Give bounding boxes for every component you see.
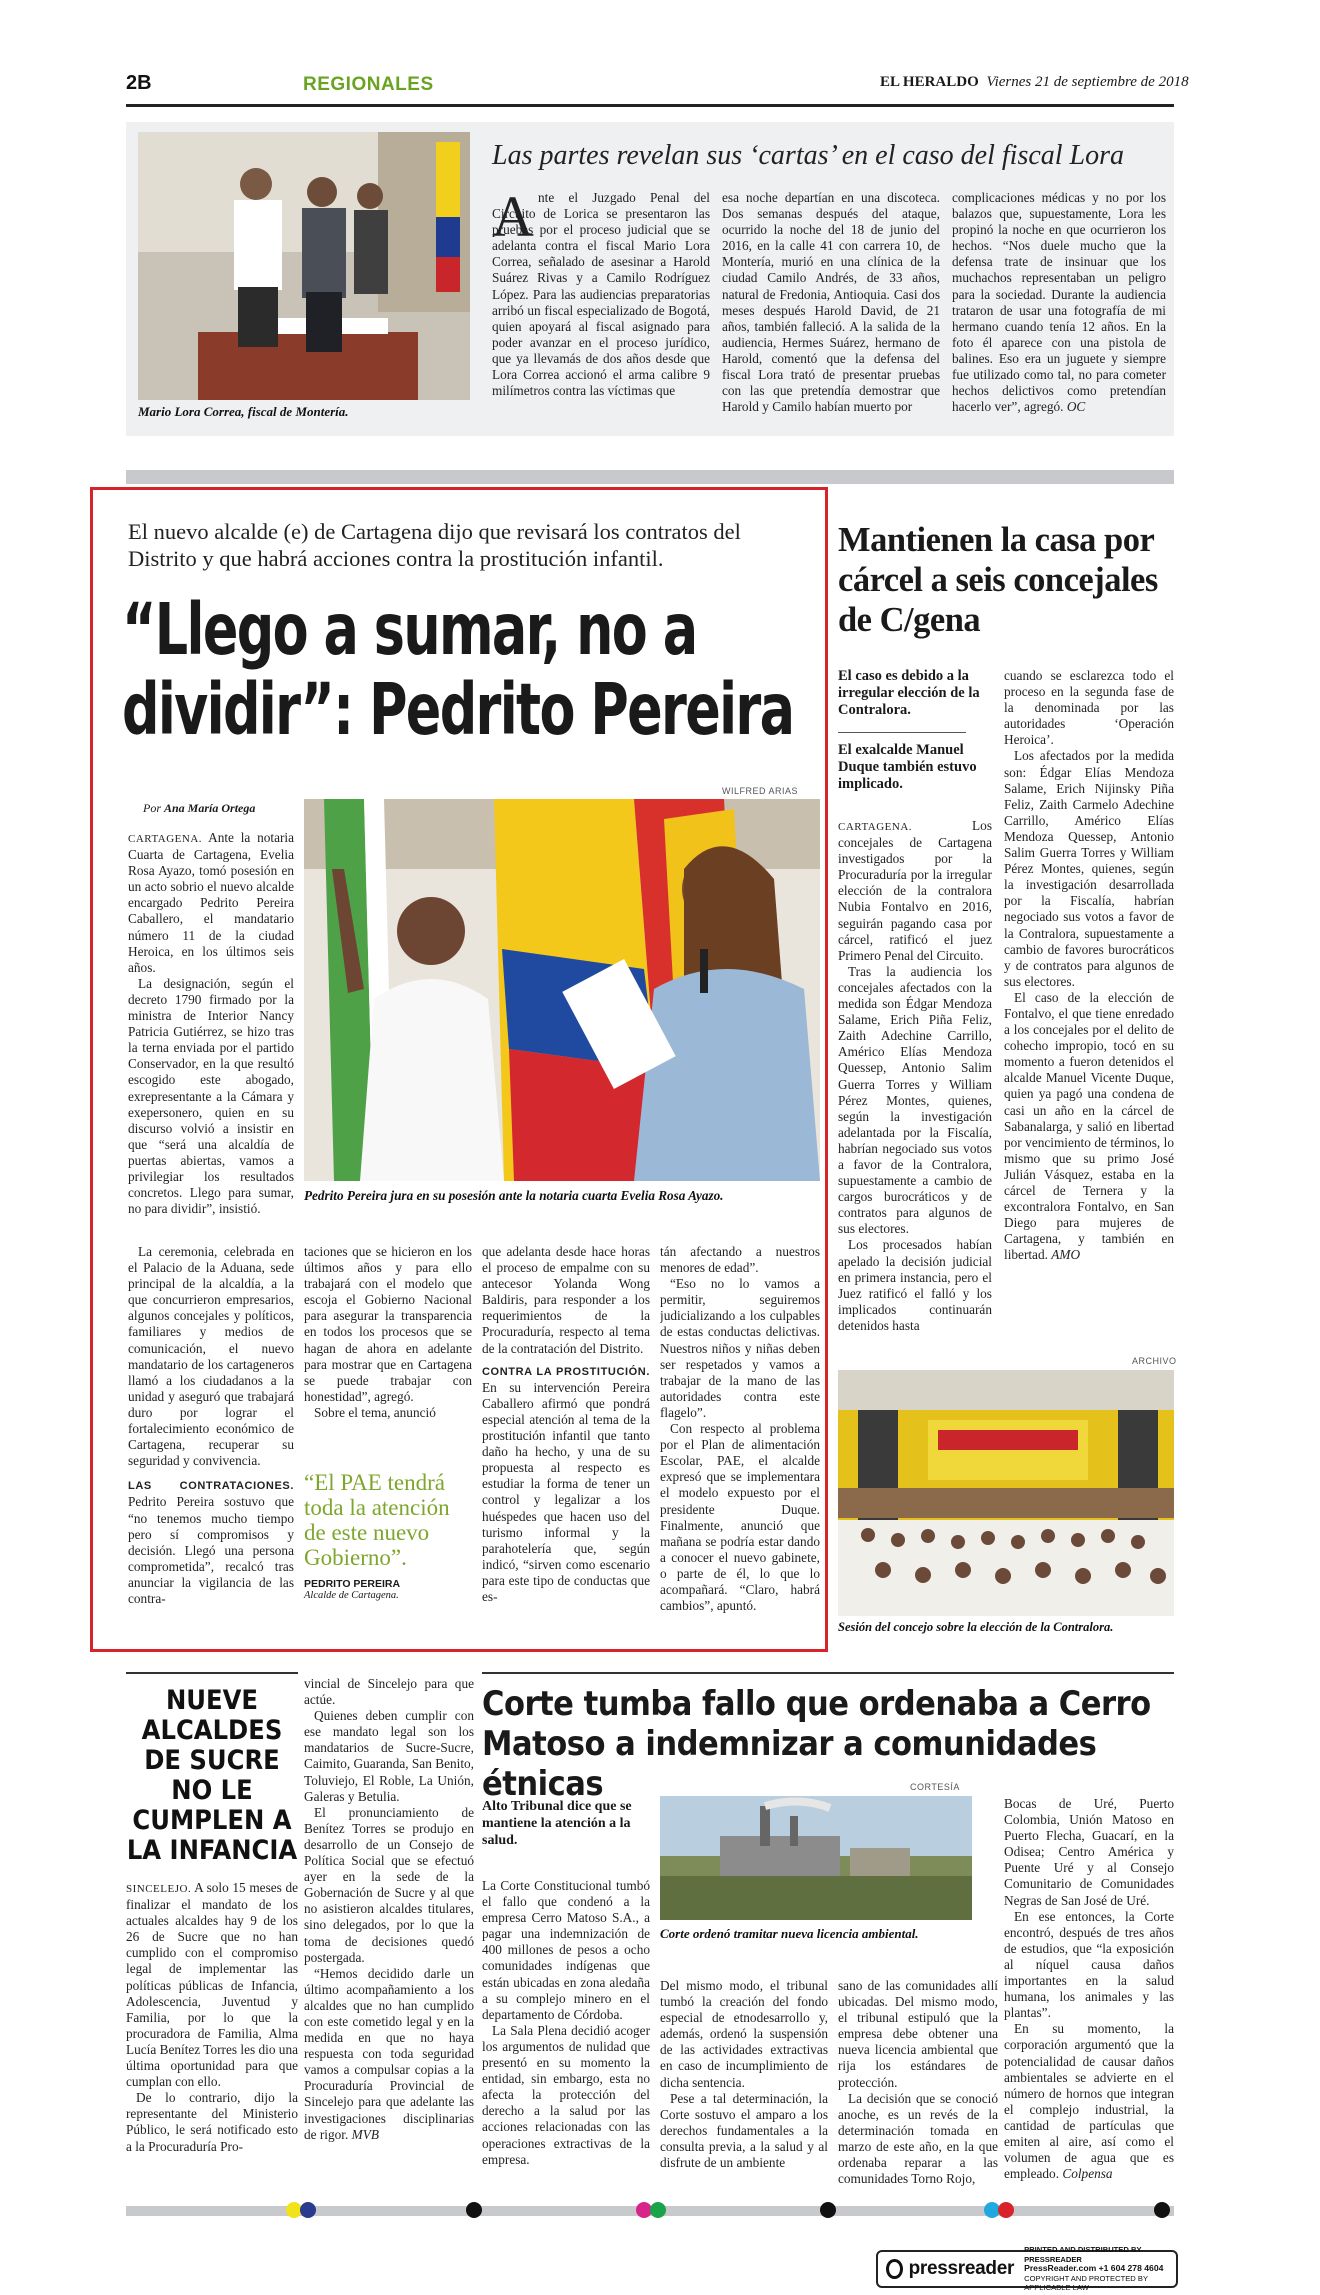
pereira-col3-p1: que adelanta desde hace horas el proceso de empalme con su antecesor Yolanda Wong Baldiris, para responder a los requerimientos de la Procuraduría, respecto al tema de la contratación del Distrito. bbox=[482, 1244, 650, 1356]
lora-photo bbox=[138, 132, 470, 400]
pressreader-badge[interactable] bbox=[876, 2245, 1178, 2293]
pereira-col1-p2: La designación, según el decreto 1790 firmado por la ministra de Interior Nancy Patricia Gutiérrez, se hizo tras la terna enviada por el partido Conservador, en la que resultó escogido este abogado, exrepresentante a la Cámara y exepersonero, quien en su discurso volvió a insistir en que “será una alcaldía de puertas abiertas, vamos a privilegiar los resultados concretos. Llego para sumar, no para dividir”, insistió. bbox=[128, 975, 294, 1217]
pereira-deck: El nuevo alcalde (e) de Cartagena dijo que revisará los contratos del Distrito y que habrá acciones contra la prostitución infantil. bbox=[128, 519, 741, 571]
cerro-col1-p1: La Corte Constitucional tumbó el fallo que condenó a la empresa Cerro Matoso S.A., a pagar una indemnización de 400 millones de pesos a ocho comunidades indígenas que están ubicadas en zona aledaña a su complejo minero en el departamento de Córdoba. bbox=[482, 1878, 650, 2022]
pereira-headline-line1: “Llego a sumar, no a bbox=[122, 588, 697, 671]
pereira-col1-p4 bbox=[128, 1477, 294, 1607]
registration-dot-black-1 bbox=[466, 2202, 482, 2218]
cerro-col4-p2: En ese entonces, la Corte encontró, después de tres años de estudios, que “la exposición al níquel causa daños importantes en la salud humana, los animales y las plantas”. bbox=[1004, 1908, 1174, 2021]
cerro-col2-p2: Pese a tal determinación, la Corte sostuvo el amparo a los derechos fundamentales a la consulta previa, a la salud y al disfrute de un ambiente bbox=[660, 2090, 828, 2171]
pereira-column-1-bottom bbox=[128, 1244, 294, 1642]
cerro-photo-credit: CORTESÍA bbox=[910, 1782, 960, 1792]
cerro-col1-p2: La Sala Plena decidió acoger los argumentos de nulidad que presentó en su momento la entidad, sin embargo, esta no afecta la protección del derecho a la salud por las acciones relacionadas con las operaciones extractivas de la empresa. bbox=[482, 2022, 650, 2167]
mining-complex-photo-illustration bbox=[660, 1796, 972, 1920]
lora-photo-caption: Mario Lora Correa, fiscal de Montería. bbox=[138, 404, 349, 419]
sucre-headline: NUEVE ALCALDES DE SUCRE NO LE CUMPLEN A LA INFANCIA bbox=[126, 1685, 298, 1866]
pereira-col2-p1: taciones que se hicieron en los últimos años y para ello trabajará con el modelo que escoja el Gobierno Nacional para asegurar la transparencia en todos los procesos que se hagan de ahora en adelante para mostrar que en Cartagena se puede trabajar con honestidad”, agregó. bbox=[304, 1244, 472, 1404]
pull-quote-name: PEDRITO PEREIRA bbox=[304, 1578, 401, 1590]
pressreader-notice bbox=[1024, 2245, 1168, 2293]
concejales-col2-p2: Los afectados por la medida son: Édgar Elías Mendoza Salame, Erich Nijinsky Piña Feliz, Zaith Carmelo Adechine Carrillo, Américo Elías Mendoza Quessep, Antonio Salim Guerra Torres y William Pérez Montes, quienes, según la investigación desarrollada por la Fiscalía, habrían negociado sus votos a favor de la Contralora, supuestamente a cambio de favores burocráticos y de contratos para algunos de sus electores. bbox=[1004, 748, 1174, 989]
cerro-col4-p3 bbox=[1004, 2021, 1174, 2182]
concejales-photo-caption: Sesión del concejo sobre la elección de la Contralora. bbox=[838, 1620, 1114, 1634]
cerro-column-4 bbox=[1004, 1796, 1174, 2186]
newspaper-name: EL HERALDO bbox=[880, 74, 979, 90]
section-label: REGIONALES bbox=[303, 74, 434, 95]
concejales-col1-p3: Los procesados habían apelado la decisión judicial en primera instancia, pero el Juez ratificó el falló y los implicados continuarán detenidos hasta bbox=[838, 1237, 992, 1333]
pull-quote-role: Alcalde de Cartagena. bbox=[304, 1590, 399, 1601]
pereira-col3-p2-text: En su intervención Pereira Caballero afirmó que pondrá especial atención al tema de la prostitución infantil que tanto daño ha hecho, y una de su propuesta al respecto es estudiar la forma de tener un control y legalizar a los huéspedes que hacen uso del turismo informal y la parahotelería que, según indicó, “sirven como escenario para este tipo de conductas que es- bbox=[482, 1379, 650, 1604]
concejales-dateline: CARTAGENA. bbox=[838, 821, 913, 833]
concejales-bullet-2: El exalcalde Manuel Duque también estuvo implicado. bbox=[838, 742, 977, 792]
byline-prefix: Por bbox=[143, 801, 161, 815]
sucre-col1-p1 bbox=[126, 1880, 298, 2090]
cerro-photo-caption: Corte ordenó tramitar nueva licencia ambiental. bbox=[660, 1926, 919, 1941]
cerro-bullet: Alto Tribunal dice que se mantiene la atención a la salud. bbox=[482, 1799, 632, 1848]
lora-signature: OC bbox=[1066, 399, 1086, 415]
concejales-col2-p3 bbox=[1004, 990, 1174, 1264]
cerro-col3-p1: sano de las comunidades allí ubicadas. Del mismo modo, el tribunal estipuló que la empresa debe obtener una nueva licencia ambiental que rija los estándares de protección. bbox=[838, 1978, 998, 2090]
cerro-col4-p1: Bocas de Uré, Puerto Colombia, Unión Matoso en Puerto Flecha, Guacarí, en la Odisea; Centro América y Puente Uré y al Consejo Comunitario de Comunidades Negras de San José de Uré. bbox=[1004, 1796, 1174, 1908]
sucre-col2-p4 bbox=[304, 1966, 474, 2143]
cerro-top-rule bbox=[482, 1672, 1174, 1674]
pereira-byline bbox=[143, 801, 255, 816]
lora-column-2 bbox=[722, 190, 940, 430]
pressreader-line3: COPYRIGHT AND PROTECTED BY APPLICABLE LAW bbox=[1024, 2273, 1148, 2293]
lora-col3-text bbox=[952, 190, 1166, 415]
lora-column-3 bbox=[952, 190, 1166, 430]
pereira-col3-p2 bbox=[482, 1363, 650, 1605]
sucre-dateline: SINCELEJO. bbox=[126, 1883, 192, 1895]
sucre-col1-p2: De lo contrario, dijo la representante del Ministerio Público, le será notificado esto a la Procuraduría Pro- bbox=[126, 2090, 298, 2154]
sucre-top-rule bbox=[126, 1672, 298, 1674]
sucre-column-1 bbox=[126, 1880, 298, 2186]
pereira-col2-p2: Sobre el tema, anunció bbox=[314, 1404, 436, 1420]
council-session-photo-illustration bbox=[838, 1370, 1174, 1616]
swearing-in-photo-illustration bbox=[304, 799, 820, 1181]
registration-dot-black-3 bbox=[1154, 2202, 1170, 2218]
pressreader-line2: PressReader.com +1 604 278 4604 bbox=[1024, 2263, 1164, 2274]
pereira-column-4 bbox=[660, 1244, 820, 1642]
byline-author: Ana María Ortega bbox=[164, 801, 256, 815]
cerro-signature: Colpensa bbox=[1062, 2166, 1113, 2182]
pereira-column-1-top bbox=[128, 830, 294, 1238]
pereira-subhead-prostitucion: CONTRA LA PROSTITUCIÓN. bbox=[482, 1365, 650, 1378]
pereira-col4-p1: tán afectando a nuestros menores de edad”. bbox=[660, 1244, 820, 1276]
sucre-col2-p1: vincial de Sincelejo para que actúe. bbox=[304, 1676, 474, 1708]
pereira-photo bbox=[304, 799, 820, 1181]
concejales-column-2 bbox=[1004, 668, 1174, 1378]
concejales-bullet-rule bbox=[838, 732, 966, 733]
pereira-col4-p2: “Eso no lo vamos a permitir, seguiremos judicializando a los culpables de estas conductas delictivas. Nuestros niños y niñas deben ser respetados y vamos a trabajar de la mano de las autoridades contra este flagelo”. bbox=[660, 1276, 820, 1420]
concejales-headline: Mantienen la casa por cárcel a seis concejales de C/gena bbox=[838, 521, 1158, 639]
pressreader-logo-icon bbox=[886, 2259, 903, 2279]
masthead bbox=[880, 74, 1189, 91]
concejales-photo-credit: ARCHIVO bbox=[1132, 1356, 1177, 1366]
concejales-column-1 bbox=[838, 818, 992, 1378]
pereira-col1-p1 bbox=[128, 830, 294, 976]
pereira-headline-line2: dividir”: Pedrito Pereira bbox=[122, 668, 794, 751]
issue-date: Viernes 21 de septiembre de 2018 bbox=[986, 74, 1189, 90]
cerro-col3-p2: La decisión que se conoció anoche, es un revés de la determinación tomada en marzo de este año, en la que ordenaba reparar a las comunidades Torno Rojo, bbox=[838, 2090, 998, 2186]
pereira-col1-p3: La ceremonia, celebrada en el Palacio de la Aduana, sede principal de la alcaldía, a la que concurrieron empresarios, algunos concejales y políticos, familiares y medios de comunicación, el nuevo mandatario de los cartageneros llamó a los ciudadanos a la unidad y aseguró que trabajará duro por lograr el fortalecimiento económico de Cartagena, recuperar su seguridad y convivencia. bbox=[128, 1244, 294, 1469]
lora-col1-text: nte el Juzgado Penal del Circuito de Lorica se presentaron las pruebas por el proceso judicial que se adelanta contra el fiscal Mario Lora Correa, señalado de asesinar a Harold Suárez Rivas y a Camilo Rodríguez López. Para las audiencias preparatorias arribó un fiscal especializado de Bogotá, quien apoyará al fiscal asignado para poder avanzar en el proceso jurídico, que ya llevamás de dos años desde que Lora Correa accionó el arma calibre 9 milímetros contra las víctimas que bbox=[492, 190, 710, 399]
registration-dot-blue bbox=[300, 2202, 316, 2218]
cerro-column-2 bbox=[660, 1978, 828, 2186]
pereira-photo-credit: WILFRED ARIAS bbox=[722, 786, 799, 796]
concejales-col2-p3-text: El caso de la elección de Fontalvo, el que tiene enredado a los concejales por el delito de cohecho impropio, tocó en su momento a fueron detenidos el alcalde Manuel Vicente Duque, quien ya pagó una condena de casi un año en la cárcel de Sabanalarga, y salió en libertad por vencimiento de términos, lo mismo que su primo José Julián Vásquez, estaba en la cárcel de Ternera y la excontralora Fontalvo, en San Diego para mujeres de Cartagena, y también en libertad. bbox=[1004, 989, 1174, 1263]
section-separator-bar bbox=[126, 470, 1174, 484]
lora-col2-text: esa noche departían en una discoteca. Dos semanas después del ataque, ocurrido la noche del 18 de junio del 2016, en la calle 41 con carrera 10, de Montería, murió en una clínica de la ciudad Camilo Andrés, de 33 años, natural de Fredonia, Antioquia. Casi dos meses después Harold David, de 21 años, también falleció. A la salida de la audiencia, Hermes Suárez, hermano de Harold, comentó que la defensa del fiscal Lora trató de presentar pruebas con las que pretendía demostrar que Harold y Camilo habían muerto por bbox=[722, 190, 940, 415]
pereira-col1-p1-text: Ante la notaria Cuarta de Cartagena, Evelia Rosa Ayazo, tomó posesión en un acto sobrio el nuevo alcalde encargado Pedrito Pereira Caballero, el mandatario número 11 de la ciudad Heroica, en los últimos seis años. bbox=[128, 830, 294, 975]
pereira-column-2 bbox=[304, 1244, 472, 1462]
pereira-column-3 bbox=[482, 1244, 650, 1642]
cerro-col2-p1: Del mismo modo, el tribunal tumbó la creación del fondo especial de etnodesarrollo y, además, ordenó la suspensión de las actividades extractivas en caso de incumplimiento de dicha sentencia. bbox=[660, 1978, 828, 2090]
registration-dot-green bbox=[650, 2202, 666, 2218]
sucre-signature: MVB bbox=[351, 2126, 379, 2142]
sucre-col2-p3: El pronunciamiento de Benítez Torres se produjo en desarrollo de un Consejo de Política Social que se efectuó ayer en la sede de la Gobernación de Sucre y al que no asistieron alcaldes titulares, sino delegados, por lo que la toma de decisiones quedó postergada. bbox=[304, 1804, 474, 1965]
sucre-col2-p4-text: “Hemos decidido darle un último acompañamiento a los alcaldes que no han cumplido con este cometido legal y en la medida en que no haya respuesta con toda seguridad vamos a compulsar copias a la Procuraduría Provincial de Sincelejo para que adelante las investigaciones disciplinarias de rigor. bbox=[304, 1965, 474, 2142]
courtroom-photo-illustration bbox=[138, 132, 470, 400]
pressreader-line1: PRINTED AND DISTRIBUTED BY PRESSREADER bbox=[1024, 2245, 1142, 2264]
pull-quote-text: “El PAE tendrá toda la atención de este nuevo Gobierno”. bbox=[304, 1470, 450, 1570]
cerro-column-1 bbox=[482, 1878, 650, 2186]
cerro-photo bbox=[660, 1796, 972, 1920]
page-number: 2B bbox=[126, 72, 152, 94]
sucre-col2-p2: Quienes deben cumplir con ese mandato legal son los mandatarios de Sucre-Sucre, Caimito, Guaranda, San Benito, Toluviejo, El Roble, La Unión, Galeras y Betulia. bbox=[304, 1708, 474, 1804]
concejales-signature: AMO bbox=[1051, 1247, 1081, 1263]
lora-drop-cap: A bbox=[492, 184, 534, 249]
pereira-col1-p4-text: Pedrito Pereira sostuvo que “no tenemos mucho tiempo pero sí compromisos y decisión. Llegó una persona comprometida”, recalcó tras anunciar la vigilancia de las contra- bbox=[128, 1494, 294, 1606]
concejales-col1-p1-text: Los concejales de Cartagena investigados por la Procuraduría por la irregular elección de la contralora Nubia Fontalvo en 2016, seguirán pagando casa por cárcel, ratificó el juez Primero Penal del Circuito. bbox=[838, 818, 992, 963]
lora-column-1 bbox=[492, 184, 710, 430]
cerro-col4-p3-text: En su momento, la corporación argumentó que la potencialidad de causar daños ambientales se advierte en el número de hornos que integran el complejo industrial, la cantidad de partículas que emiten al aire, así como el volumen de agua que es empleado. bbox=[1004, 2021, 1174, 2182]
registration-dot-black-2 bbox=[820, 2202, 836, 2218]
pressreader-brand: pressreader bbox=[908, 2258, 1015, 2279]
registration-dot-red bbox=[998, 2202, 1014, 2218]
pereira-pull-quote bbox=[304, 1470, 474, 1601]
sucre-col1-p1-text: A solo 15 meses de finalizar el mandato de los actuales alcaldes hay 9 de los 26 de Sucre que no han cumplido con el compromiso legal de implementar las políticas públicas de Infancia, Adolescencia, Juventud y Familia, por lo que la procuradora de Familia, Alma Lucía Benítez Torres les dio una última oportunidad para que cumplan con ello. bbox=[126, 1880, 298, 2090]
pereira-photo-caption: Pedrito Pereira jura en su posesión ante la notaria cuarta Evelia Rosa Ayazo. bbox=[304, 1188, 724, 1203]
cerro-column-3 bbox=[838, 1978, 998, 2186]
header-rule bbox=[126, 104, 1174, 107]
sucre-column-2 bbox=[304, 1676, 474, 2186]
lora-col3-body: complicaciones médicas y no por los balazos que, supuestamente, Lora les propinó la noche en que ocurrieron los hechos. “Nos duele mucho que la defensa trate de insinuar que los muchachos representaban un peligro para la sociedad. Durante la audiencia trataron de usar una fotografía de mi hermano cuando tenía 12 años. En la foto él aparece con una pistola de balines. Eso era un juguete y siempre fue utilizado como tal, no para cometer hechos delictivos como pretendían hacerlo ver”, agregó. bbox=[952, 190, 1166, 415]
pereira-headline bbox=[122, 588, 794, 751]
pereira-col4-p3: Con respecto al problema por el Plan de alimentación Escolar, PAE, el alcalde expresó que se implementara el modelo expuesto por el presidente Duque. Finalmente, anunció que mañana se podría estar dando a conocer el nuevo gabinete, o parte de él, lo que lo acompañará. “Claro, habrá cambios”, apuntó. bbox=[660, 1421, 820, 1614]
concejales-bullet-1: El caso es debido a la irregular elección de la Contralora. bbox=[838, 668, 980, 718]
concejales-photo bbox=[838, 1370, 1174, 1616]
pereira-subhead-contrataciones: LAS CONTRATACIONES. bbox=[128, 1480, 294, 1493]
cerro-headline: Corte tumba fallo que ordenaba a Cerro Matoso a indemnizar a comunidades étnicas bbox=[482, 1684, 1151, 1804]
lora-headline: Las partes revelan sus ‘cartas’ en el caso del fiscal Lora bbox=[492, 140, 1125, 171]
concejales-col2-p1: cuando se esclarezca todo el proceso en la segunda fase de la denominada por las autoridades ‘Operación Heroica’. bbox=[1004, 668, 1174, 748]
concejales-col1-p2: Tras la audiencia los concejales afectados con la medida son Édgar Mendoza Salame, Erich Piña Feliz, Zaith Adechine Carrillo, Américo Elías Mendoza Quessep, Antonio Salim Guerra Torres y William Pérez Montes, quienes, según la investigación adelantada por la Fiscalía, habrían negociado sus votos a favor de la Contralora, supuestamente a cambio de cargos burocráticos y de contratos para algunos de sus electores. bbox=[838, 963, 992, 1237]
pereira-dateline: CARTAGENA. bbox=[128, 833, 203, 845]
concejales-col1-p1 bbox=[838, 818, 992, 964]
